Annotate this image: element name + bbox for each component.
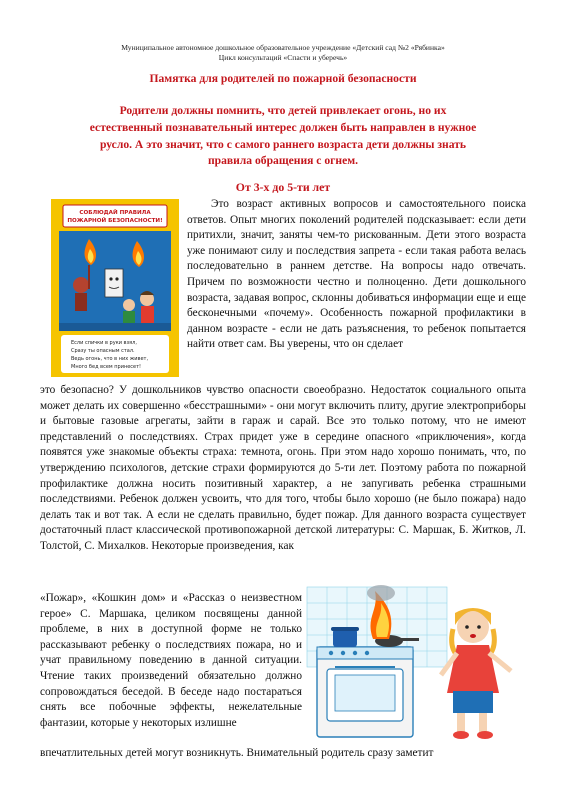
paragraph-last-line <box>40 746 526 762</box>
poster-illustration <box>51 199 179 377</box>
paragraph-literature: «Пожар», «Кошкин дом» и «Рассказ о неизвестном герое» С. Маршака, целиком посвящены данной проблеме, в них в доступной форме не только рассказывают ребенку о последствиях пожара, но и учат правильному поведению в данной ситуации. Чтение таких произведений обязательно должно сопровождаться беседой. В беседе надо постараться снять все побочные эффекты, нежелательные фантазии, которые у некоторых излишне <box>40 592 302 729</box>
poster-heading-line1: СОБЛЮДАЙ ПРАВИЛА <box>79 210 151 216</box>
poster-heading-line2: ПОЖАРНОЙ БЕЗОПАСНОСТИ! <box>67 218 163 224</box>
intro-paragraph: Родители должны помнить, что детей привлекает огонь, но их естественный познавательный интерес должен быть направлен в нужное русло. А это значит, что с самого раннего возраста дети должны знать правила обращения с огнем. <box>89 104 477 168</box>
paragraph-dangers: это безопасно? У дошкольников чувство опасности своеобразно. Недостаток социального опыта может делать их совершенно «бесстрашными» - они могут включить плиту, другие электроприборы и бытовые газовые агрегаты, зайти в гараж и сарай. Все это только потому, что не имеют представлений о последствиях. Страх придет уже в середине опасного «приключения», когда появятся уже знакомые объекты страха: темнота, огонь. При этом надо хорошо понимать, что, по утверждению психологов, детские страхи формируются до 5-ти лет. Поэтому работа по пожарной профилактике должна носить позитивный характер, а не запугивать ребенка страшными последствиями. Ребенок должен усвоить, что для того, чтобы было хорошо (не было пожара) надо делать так и вот так. А если не сделать правильно, будет пожар. Для данного возраста существует достаточный пласт классической противопожарной детской литературы: С. Маршак, Б. Житков, Л. Толстой, С. Михалков. Некоторые произведения, как <box>40 384 526 552</box>
poster-caption-line1: Если спички в руки взял, <box>71 340 137 346</box>
paragraph-full-width <box>40 383 526 555</box>
paragraph-right-column <box>187 197 526 353</box>
page-title: Памятка для родителей по пожарной безопасности <box>149 72 417 85</box>
section-title: От 3-х до 5-ти лет <box>235 180 331 194</box>
paragraph-left-column <box>40 591 302 731</box>
header-institution: Муниципальное автономное дошкольное образовательное учреждение «Детский сад №2 «Рябинка» <box>121 43 445 52</box>
header-series: Цикл консультаций «Спасти и уберечь» <box>218 53 348 62</box>
poster-caption-line2: Сразу ты опасным стал. <box>71 348 135 354</box>
paragraph-age-intro: Это возраст активных вопросов и самостоятельного поиска ответов. Опыт многих поколений родителей подсказывает: если дети притихли, значит, заняты чем-то рискованным. Дети этого возраста уже понимают силу и последствия запрета - если такая работа велась последовательно в раннем детстве. На вопросы надо отвечать. Причем по возможности честно и полноценно. Дети дошкольного возраста, задавая вопрос, склонны добиваться информации еще и еще бесконечными «почему». Особенность пожарной профилактики в данном возрасте - если не дать разъяснения, то ребенок попытается найти ответ сам. Вы уверены, что он сделает <box>187 198 526 351</box>
paragraph-continuation: впечатлительных детей могут возникнуть. Внимательный родитель сразу заметит <box>40 747 434 759</box>
kitchen-stove-illustration <box>303 583 523 743</box>
poster-caption-line4: Много бед всем принесет! <box>71 364 142 370</box>
poster-caption-line3: Ведь огонь, что в них живет, <box>71 356 149 362</box>
